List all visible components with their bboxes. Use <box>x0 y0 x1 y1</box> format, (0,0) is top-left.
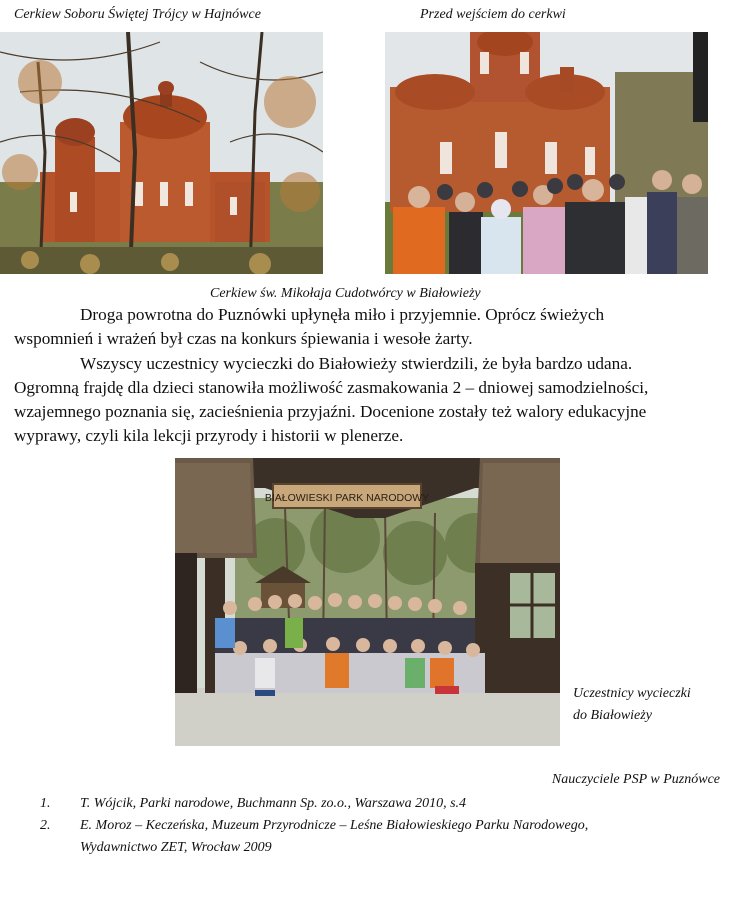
references-list <box>40 793 730 859</box>
reference-item <box>40 793 730 815</box>
photo3-caption-line2: do Białowieży <box>573 708 652 723</box>
middle-caption: Cerkiew św. Mikołaja Cudotwórcy w Białowieży <box>210 286 481 301</box>
photo1-caption: Cerkiew Soboru Świętej Trójcy w Hajnówce <box>14 7 261 22</box>
reference-number: 1. <box>40 796 51 811</box>
paragraph1-line1: Droga powrotna do Puznówki upłynęła miło i przyjemnie. Oprócz świeżych <box>80 305 605 324</box>
paragraph2-line1: Wszyscy uczestnicy wycieczki do Białowieży stwierdzili, że była bardzo udana. <box>80 354 633 373</box>
gate-sign-text: BIAŁOWIESKI PARK NARODOWY <box>264 492 430 504</box>
body-paragraph-1 <box>14 303 726 351</box>
photo-group-before-church <box>385 32 708 274</box>
photo-park-gate-group <box>175 458 560 746</box>
reference-text: E. Moroz – Keczeńska, Muzeum Przyrodnicze – Leśne Białowieskiego Parku Narodowego, <box>80 818 589 833</box>
reference-number: 2. <box>40 818 51 833</box>
paragraph1-line2: wspomnień i wrażeń był czas na konkurs śpiewania i wesołe żarty. <box>14 329 473 348</box>
photo3-caption-line1: Uczestnicy wycieczki <box>573 686 691 701</box>
paragraph2-line2: Ogromną frajdę dla dzieci stanowiła możliwość zasmakowania 2 – dniowej samodzielności, <box>14 378 649 397</box>
body-paragraph-2 <box>14 352 726 448</box>
paragraph2-line3: wzajemnego poznania się, zacieśnienia przyjaźni. Docenione zostały też walory edukacyjne <box>14 402 647 421</box>
photo-hajnowka-church <box>0 32 323 274</box>
reference-text: T. Wójcik, Parki narodowe, Buchmann Sp. zo.o., Warszawa 2010, s.4 <box>80 796 467 811</box>
reference-text-continued: Wydawnictwo ZET, Wrocław 2009 <box>80 840 272 855</box>
paragraph2-line4: wyprawy, czyli kila lekcji przyrody i historii w plenerze. <box>14 426 404 445</box>
reference-item <box>40 815 730 859</box>
signature: Nauczyciele PSP w Puznówce <box>551 772 720 787</box>
photo2-caption: Przed wejściem do cerkwi <box>420 7 566 22</box>
